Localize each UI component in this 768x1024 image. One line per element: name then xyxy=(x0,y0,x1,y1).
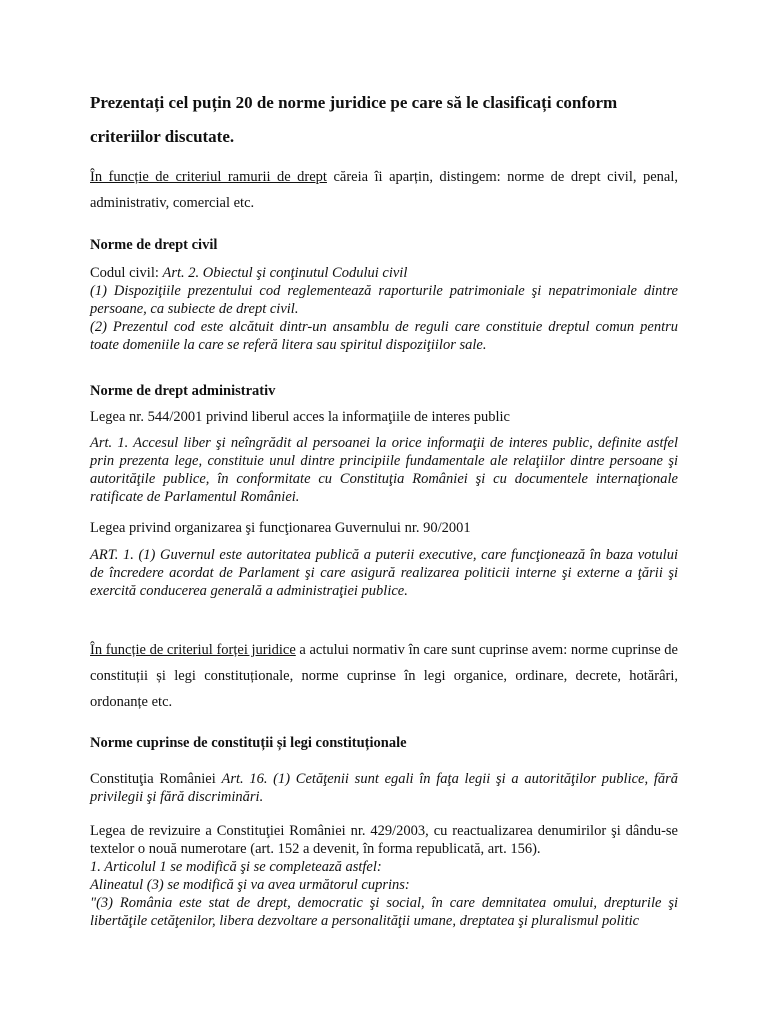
criterion-rest: căreia îi aparțin, distingem: norme de drept civil, penal, administrativ, comercial etc. xyxy=(90,169,678,211)
civil-code-source xyxy=(90,264,678,282)
constitution-article-16 xyxy=(90,770,678,806)
heading-civil-law: Norme de drept civil xyxy=(90,237,218,253)
civil-code-article: Art. 2. Obiectul şi conţinutul Codului civil xyxy=(162,265,408,281)
criterion-underlined: În funcție de criteriul forței juridice xyxy=(90,642,296,658)
revision-item-1: 1. Articolul 1 se modifică şi se completează astfel: xyxy=(90,859,382,875)
criterion-rest: a actului normativ în care sunt cuprinse avem: norme cuprinse de constituții și legi constituționale, norme cuprinse în legi organice, ordinare, decrete, hotărâri, ordonanțe etc. xyxy=(90,642,678,710)
heading-constitutional-norms: Norme cuprinse de constituții și legi constituționale xyxy=(90,735,407,751)
section-intro-force xyxy=(90,637,678,715)
heading-administrative-law: Norme de drept administrativ xyxy=(90,383,276,399)
criterion-underlined: În funcție de criteriul ramurii de drept xyxy=(90,169,327,185)
law-544-article: Art. 1. Accesul liber şi neîngrădit al persoanei la orice informaţii de interes public, definite astfel prin prezenta lege, constituie unul dintre principiile fundamentale ale relaţiilor dintre persoane şi autorităţile publice, în conformitate cu Constituţia României şi cu documentele internaţionale ratificate de Parlamentul României. xyxy=(90,435,678,505)
document-title: Prezentați cel puțin 20 de norme juridice pe care să le clasificați conform criteriilor discutate. xyxy=(90,93,618,146)
law-90-title: Legea privind organizarea şi funcţionarea Guvernului nr. 90/2001 xyxy=(90,520,471,536)
law-90-article: ART. 1. (1) Guvernul este autoritatea publică a puterii executive, care funcţionează în baza votului de încredere acordat de Parlament şi care asigură realizarea politicii interne şi externe a ţării şi exercită conducerea generală a administraţiei publice. xyxy=(90,547,678,599)
civil-code-block xyxy=(90,264,678,354)
law-544-title: Legea nr. 544/2001 privind liberul acces la informaţiile de interes public xyxy=(90,409,510,425)
civil-code-prefix: Codul civil: xyxy=(90,265,163,281)
constitution-text: Art. 16. (1) Cetăţenii sunt egali în faţa legii şi a autorităţilor publice, fără privilegii şi fără discriminări. xyxy=(90,771,679,805)
revision-item-2: Alineatul (3) se modifică şi va avea următorul cuprins: xyxy=(90,877,410,893)
revision-law-block xyxy=(90,822,678,930)
constitution-prefix: Constituţia României xyxy=(90,771,222,787)
civil-code-para2: (2) Prezentul cod este alcătuit dintr-un ansamblu de reguli care constituie dreptul comun pentru toate domeniile la care se referă litera sau spiritul dispoziţiilor sale. xyxy=(90,319,678,353)
civil-code-para1: (1) Dispoziţiile prezentului cod reglementează raporturile patrimoniale şi nepatrimoniale dintre persoane, ca subiecte de drept civil. xyxy=(90,283,678,317)
revision-law-text: Legea de revizuire a Constituţiei României nr. 429/2003, cu reactualizarea denumirilor şi dându-se textelor o nouă numerotare (art. 152 a devenit, în forma republicată, art. 156). xyxy=(90,823,678,857)
revision-item-3: "(3) România este stat de drept, democratic şi social, în care demnitatea omului, drepturile şi libertăţile cetăţenilor, libera dezvoltare a personalităţii umane, dreptatea şi pluralismul politic xyxy=(90,895,678,929)
section-intro-branch xyxy=(90,164,678,216)
